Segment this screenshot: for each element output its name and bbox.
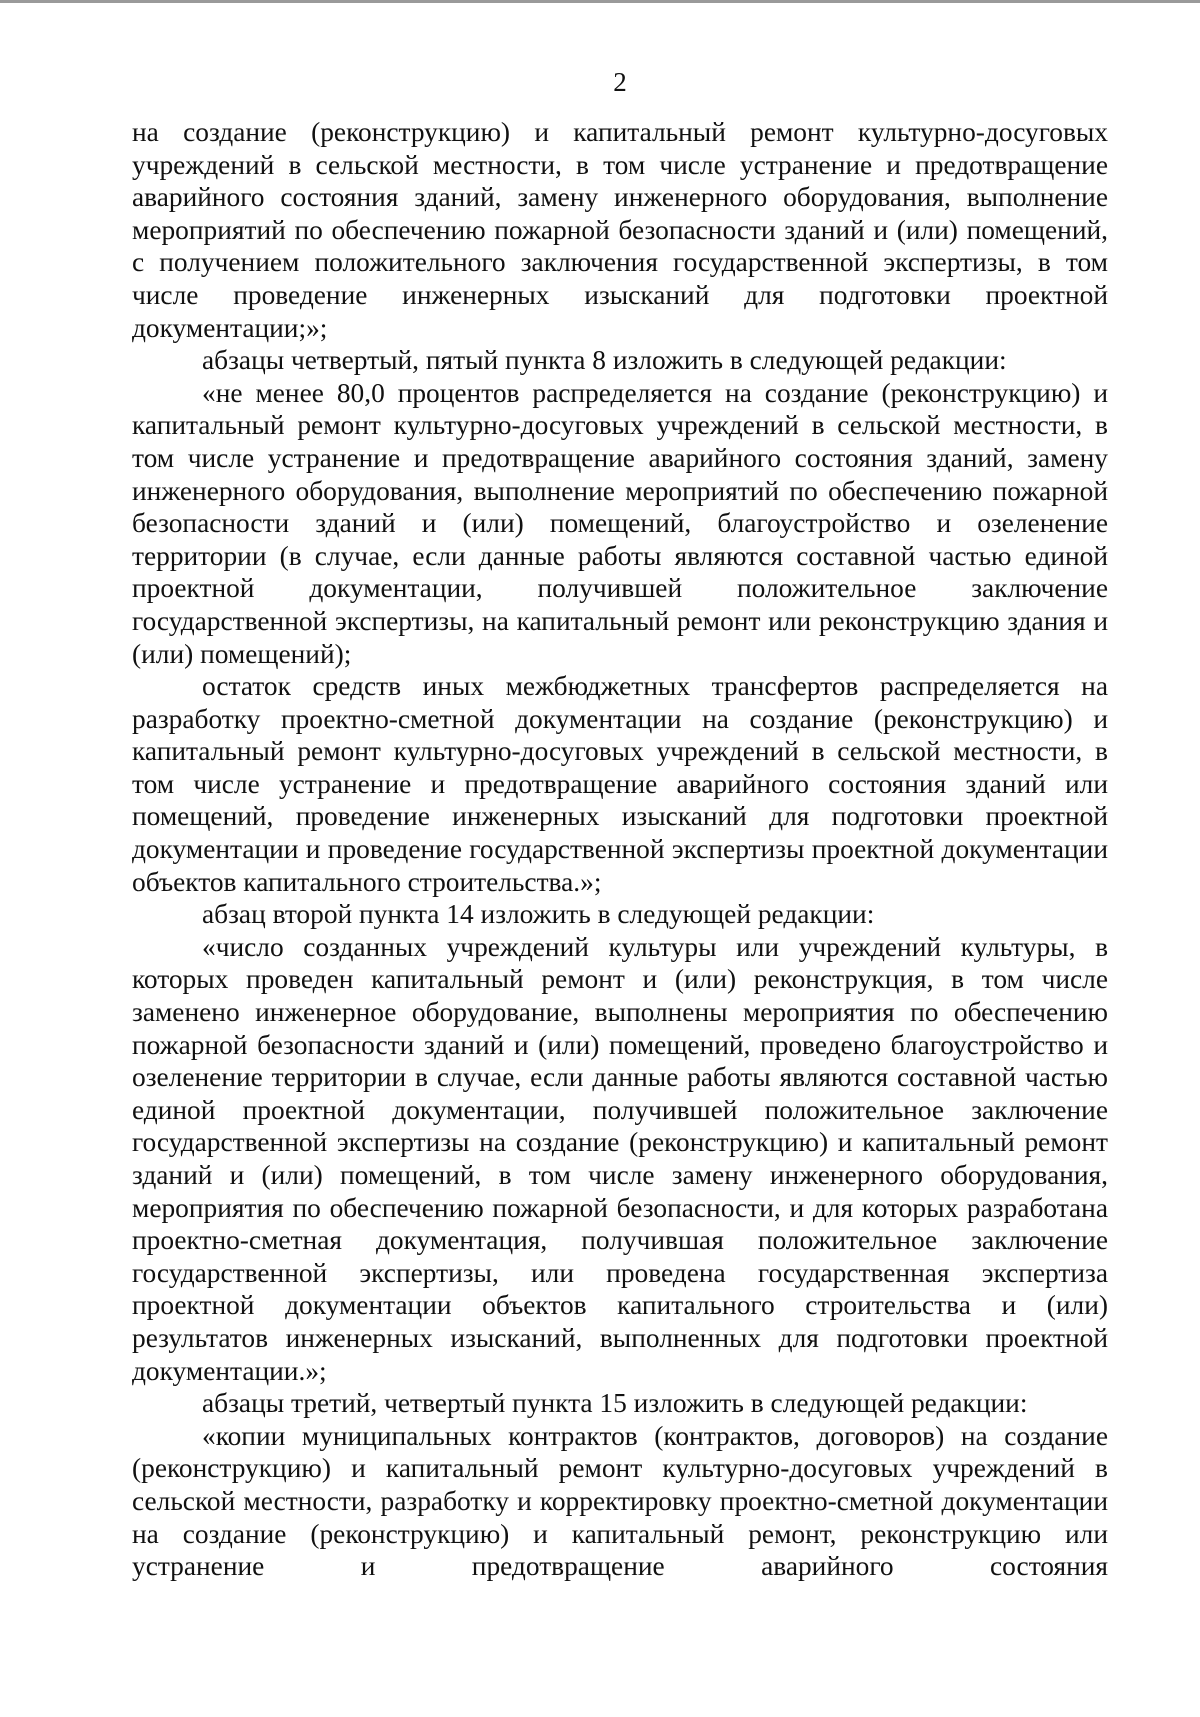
paragraph-continuation: на создание (реконструкцию) и капитальный ремонт культурно-досуговых учреждений в сельской местности, в том числе устранение и предотвращение аварийного состояния зданий, замену инженерного оборудования, выполнение мероприятий по обеспечению пожарной безопасности зданий и (или) помещений, с получением положительного заключения государственной экспертизы, в том числе проведение инженерных изысканий для подготовки проектной документации;»;	[132, 117, 1108, 343]
page-number: 2	[613, 67, 627, 97]
paragraph-quote-contract-copies: «копии муниципальных контрактов (контрактов, договоров) на создание (реконструкцию) и капитальный ремонт культурно-досуговых учреждений в сельской местности, разработку и корректировку проектно-сметной документации на создание (реконструкцию) и капитальный ремонт, реконструкцию или устранение и предотвращение аварийного состояния	[132, 1420, 1108, 1582]
paragraph-amendment-item-8: абзацы четвертый, пятый пункта 8 изложить в следующей редакции:	[202, 345, 1007, 376]
paragraph-amendment-item-15: абзацы третий, четвертый пункта 15 изложить в следующей редакции:	[202, 1388, 1028, 1419]
paragraph-amendment-item-14: абзац второй пункта 14 изложить в следующей редакции:	[202, 899, 875, 930]
paragraph-quote-institutions-count: «число созданных учреждений культуры или учреждений культуры, в которых проведен капитальный ремонт и (или) реконструкция, в том числе заменено инженерное оборудование, выполнены мероприятия по обеспечению пожарной безопасности зданий и (или) помещений, проведено благоустройство и озеленение территории в случае, если данные работы являются составной частью единой проектной документации, получившей положительное заключение государственной экспертизы на создание (реконструкцию) и капитальный ремонт зданий и (или) помещений, в том числе замену инженерного оборудования, мероприятия по обеспечению пожарной безопасности, и для которых разработана проектно-сметная документация, получившая положительное заключение государственной экспертизы, или проведена государственная экспертиза проектной документации объектов капитального строительства и (или) результатов инженерных изысканий, выполненных для подготовки проектной документации.»;	[132, 931, 1108, 1386]
scan-top-edge	[0, 0, 1200, 3]
paragraph-quote-80-percent: «не менее 80,0 процентов распределяется на создание (реконструкцию) и капитальный ремонт культурно-досуговых учреждений в сельской местности, в том числе устранение и предотвращение аварийного состояния зданий, замену инженерного оборудования, выполнение мероприятий по обеспечению пожарной безопасности зданий и (или) помещений, благоустройство и озеленение территории (в случае, если данные работы являются составной частью единой проектной документации, получившей положительное заключение государственной экспертизы, на капитальный ремонт или реконструкцию здания и (или) помещений);	[132, 377, 1108, 669]
paragraph-remaining-funds: остаток средств иных межбюджетных трансфертов распределяется на разработку проектно-сметной документации на создание (реконструкцию) и капитальный ремонт культурно-досуговых учреждений в сельской местности, в том числе устранение и предотвращение аварийного состояния зданий или помещений, проведение инженерных изысканий для подготовки проектной документации и проведение государственной экспертизы проектной документации объектов капитального строительства.»;	[132, 671, 1108, 897]
document-body	[132, 116, 1108, 1583]
